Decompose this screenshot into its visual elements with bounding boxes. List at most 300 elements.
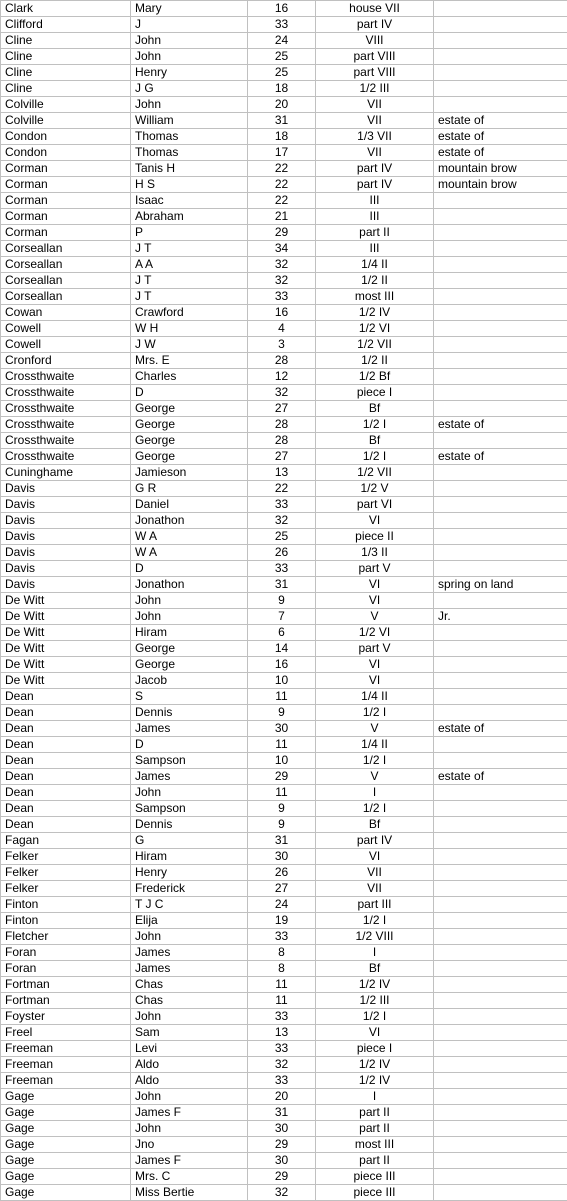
surname-cell: De Witt (1, 673, 131, 689)
table-row (1, 849, 567, 865)
given-name-cell: James (131, 945, 248, 961)
note-cell (434, 1121, 567, 1137)
concession-cell: most III (316, 289, 434, 305)
given-name-cell: James (131, 769, 248, 785)
concession-cell: VIII (316, 33, 434, 49)
given-name-cell: John (131, 593, 248, 609)
given-name-cell: Abraham (131, 209, 248, 225)
note-cell (434, 785, 567, 801)
table-row (1, 1073, 567, 1089)
note-cell (434, 961, 567, 977)
table-row (1, 257, 567, 273)
given-name-cell: D (131, 737, 248, 753)
concession-cell: 1/2 VI (316, 321, 434, 337)
concession-cell: III (316, 193, 434, 209)
concession-cell: Bf (316, 817, 434, 833)
given-name-cell: John (131, 97, 248, 113)
given-name-cell: Jno (131, 1137, 248, 1153)
surname-cell: De Witt (1, 609, 131, 625)
lot-cell: 8 (248, 961, 316, 977)
concession-cell: part V (316, 561, 434, 577)
given-name-cell: Aldo (131, 1073, 248, 1089)
note-cell: estate of (434, 417, 567, 433)
given-name-cell: Miss Bertie (131, 1185, 248, 1201)
table-row (1, 1153, 567, 1169)
concession-cell: I (316, 945, 434, 961)
concession-cell: 1/2 VIII (316, 929, 434, 945)
surname-cell: Gage (1, 1105, 131, 1121)
table-row (1, 321, 567, 337)
concession-cell: part IV (316, 17, 434, 33)
given-name-cell: W A (131, 529, 248, 545)
note-cell (434, 753, 567, 769)
given-name-cell: John (131, 1089, 248, 1105)
surname-cell: Felker (1, 849, 131, 865)
surname-cell: Crossthwaite (1, 369, 131, 385)
given-name-cell: Sam (131, 1025, 248, 1041)
table-row (1, 721, 567, 737)
lot-cell: 33 (248, 289, 316, 305)
table-row (1, 1137, 567, 1153)
concession-cell: piece I (316, 385, 434, 401)
lot-cell: 20 (248, 1089, 316, 1105)
given-name-cell: James F (131, 1153, 248, 1169)
note-cell (434, 1089, 567, 1105)
lot-cell: 9 (248, 593, 316, 609)
surname-cell: Dean (1, 721, 131, 737)
table-row (1, 273, 567, 289)
lot-cell: 16 (248, 657, 316, 673)
lot-cell: 3 (248, 337, 316, 353)
surname-cell: Corman (1, 161, 131, 177)
concession-cell: part VI (316, 497, 434, 513)
note-cell (434, 593, 567, 609)
surname-cell: Davis (1, 497, 131, 513)
surname-cell: Crossthwaite (1, 433, 131, 449)
given-name-cell: Jamieson (131, 465, 248, 481)
concession-cell: 1/2 II (316, 353, 434, 369)
note-cell (434, 1057, 567, 1073)
given-name-cell: J (131, 17, 248, 33)
table-row (1, 513, 567, 529)
surname-cell: Freeman (1, 1073, 131, 1089)
table-row (1, 657, 567, 673)
concession-cell: VII (316, 113, 434, 129)
note-cell (434, 1169, 567, 1185)
given-name-cell: Hiram (131, 625, 248, 641)
concession-cell: part III (316, 897, 434, 913)
given-name-cell: Isaac (131, 193, 248, 209)
concession-cell: 1/2 VI (316, 625, 434, 641)
note-cell (434, 657, 567, 673)
lot-cell: 25 (248, 65, 316, 81)
given-name-cell: James (131, 961, 248, 977)
table-row (1, 1185, 567, 1201)
given-name-cell: John (131, 1121, 248, 1137)
given-name-cell: J T (131, 241, 248, 257)
surname-cell: Davis (1, 529, 131, 545)
table-row (1, 609, 567, 625)
note-cell (434, 705, 567, 721)
lot-cell: 17 (248, 145, 316, 161)
concession-cell: VI (316, 1025, 434, 1041)
given-name-cell: Jacob (131, 673, 248, 689)
lot-cell: 33 (248, 497, 316, 513)
lot-cell: 33 (248, 1009, 316, 1025)
table-row (1, 369, 567, 385)
surname-cell: Corman (1, 193, 131, 209)
table-row (1, 929, 567, 945)
lot-cell: 28 (248, 417, 316, 433)
lot-cell: 32 (248, 385, 316, 401)
lot-cell: 31 (248, 113, 316, 129)
note-cell (434, 353, 567, 369)
surname-cell: Foran (1, 945, 131, 961)
given-name-cell: Elija (131, 913, 248, 929)
note-cell (434, 513, 567, 529)
table-row (1, 353, 567, 369)
concession-cell: 1/2 IV (316, 305, 434, 321)
table-row (1, 177, 567, 193)
surname-cell: Fortman (1, 993, 131, 1009)
table-row (1, 1089, 567, 1105)
concession-cell: 1/2 I (316, 1009, 434, 1025)
surname-cell: Gage (1, 1137, 131, 1153)
given-name-cell: H S (131, 177, 248, 193)
concession-cell: piece III (316, 1185, 434, 1201)
surname-cell: Corman (1, 209, 131, 225)
lot-cell: 30 (248, 721, 316, 737)
concession-cell: 1/2 VII (316, 337, 434, 353)
concession-cell: part II (316, 1153, 434, 1169)
lot-cell: 11 (248, 737, 316, 753)
table-row (1, 481, 567, 497)
note-cell (434, 257, 567, 273)
note-cell: Jr. (434, 609, 567, 625)
concession-cell: 1/2 IV (316, 977, 434, 993)
given-name-cell: Mrs. E (131, 353, 248, 369)
given-name-cell: J W (131, 337, 248, 353)
table-row (1, 705, 567, 721)
table-row (1, 289, 567, 305)
note-cell (434, 833, 567, 849)
given-name-cell: John (131, 1009, 248, 1025)
note-cell: estate of (434, 769, 567, 785)
surname-cell: Cuninghame (1, 465, 131, 481)
concession-cell: VII (316, 145, 434, 161)
note-cell (434, 17, 567, 33)
concession-cell: 1/2 III (316, 993, 434, 1009)
table-row (1, 465, 567, 481)
given-name-cell: George (131, 401, 248, 417)
lot-cell: 22 (248, 177, 316, 193)
table-row (1, 881, 567, 897)
surname-cell: Fortman (1, 977, 131, 993)
concession-cell: 1/3 II (316, 545, 434, 561)
given-name-cell: John (131, 33, 248, 49)
surname-cell: Dean (1, 705, 131, 721)
surname-cell: Freeman (1, 1057, 131, 1073)
given-name-cell: James (131, 721, 248, 737)
surname-cell: Gage (1, 1153, 131, 1169)
concession-cell: Bf (316, 401, 434, 417)
note-cell (434, 209, 567, 225)
concession-cell: piece II (316, 529, 434, 545)
concession-cell: 1/2 I (316, 417, 434, 433)
concession-cell: part IV (316, 161, 434, 177)
table-row (1, 561, 567, 577)
concession-cell: part VIII (316, 65, 434, 81)
note-cell (434, 1041, 567, 1057)
concession-cell: VI (316, 657, 434, 673)
note-cell (434, 801, 567, 817)
note-cell (434, 433, 567, 449)
table-row (1, 17, 567, 33)
lot-cell: 31 (248, 577, 316, 593)
concession-cell: VI (316, 577, 434, 593)
lot-cell: 33 (248, 929, 316, 945)
given-name-cell: George (131, 641, 248, 657)
given-name-cell: Thomas (131, 145, 248, 161)
lot-cell: 33 (248, 1073, 316, 1089)
lot-cell: 32 (248, 1057, 316, 1073)
concession-cell: 1/4 II (316, 689, 434, 705)
concession-cell: 1/2 VII (316, 465, 434, 481)
lot-cell: 29 (248, 1137, 316, 1153)
note-cell: estate of (434, 145, 567, 161)
concession-cell: VI (316, 673, 434, 689)
given-name-cell: S (131, 689, 248, 705)
surname-cell: De Witt (1, 593, 131, 609)
lot-cell: 8 (248, 945, 316, 961)
table-row (1, 769, 567, 785)
concession-cell: 1/2 I (316, 705, 434, 721)
table-row (1, 785, 567, 801)
lot-cell: 11 (248, 689, 316, 705)
note-cell (434, 49, 567, 65)
given-name-cell: D (131, 385, 248, 401)
table-row (1, 993, 567, 1009)
table-row (1, 497, 567, 513)
surname-cell: Dean (1, 753, 131, 769)
note-cell (434, 321, 567, 337)
concession-cell: 1/2 I (316, 449, 434, 465)
lot-cell: 7 (248, 609, 316, 625)
lot-cell: 27 (248, 449, 316, 465)
lot-cell: 21 (248, 209, 316, 225)
given-name-cell: John (131, 49, 248, 65)
note-cell: estate of (434, 113, 567, 129)
concession-cell: VII (316, 881, 434, 897)
surname-cell: Condon (1, 129, 131, 145)
lot-cell: 22 (248, 193, 316, 209)
given-name-cell: Dennis (131, 817, 248, 833)
surname-cell: Cronford (1, 353, 131, 369)
note-cell (434, 641, 567, 657)
surname-cell: Corman (1, 177, 131, 193)
note-cell (434, 897, 567, 913)
surname-cell: Fletcher (1, 929, 131, 945)
concession-cell: VI (316, 513, 434, 529)
table-row (1, 1025, 567, 1041)
given-name-cell: W H (131, 321, 248, 337)
given-name-cell: Jonathon (131, 513, 248, 529)
concession-cell: 1/2 I (316, 913, 434, 929)
surname-cell: Davis (1, 577, 131, 593)
note-cell (434, 1009, 567, 1025)
given-name-cell: Tanis H (131, 161, 248, 177)
note-cell (434, 81, 567, 97)
given-name-cell: Jonathon (131, 577, 248, 593)
note-cell (434, 1153, 567, 1169)
lot-cell: 13 (248, 1025, 316, 1041)
given-name-cell: Sampson (131, 801, 248, 817)
concession-cell: 1/2 IV (316, 1073, 434, 1089)
table-row (1, 1169, 567, 1185)
lot-cell: 28 (248, 353, 316, 369)
concession-cell: part V (316, 641, 434, 657)
lot-cell: 29 (248, 769, 316, 785)
concession-cell: I (316, 785, 434, 801)
given-name-cell: D (131, 561, 248, 577)
table-row (1, 1, 567, 17)
note-cell (434, 385, 567, 401)
surname-cell: Gage (1, 1185, 131, 1201)
lot-cell: 25 (248, 49, 316, 65)
lot-cell: 10 (248, 753, 316, 769)
surname-cell: Cline (1, 81, 131, 97)
table-row (1, 1057, 567, 1073)
lot-cell: 32 (248, 513, 316, 529)
lot-cell: 11 (248, 785, 316, 801)
surname-cell: Davis (1, 545, 131, 561)
concession-cell: part II (316, 1105, 434, 1121)
table-row (1, 1009, 567, 1025)
given-name-cell: George (131, 657, 248, 673)
surname-cell: De Witt (1, 641, 131, 657)
note-cell (434, 481, 567, 497)
lot-cell: 29 (248, 225, 316, 241)
surname-cell: Gage (1, 1121, 131, 1137)
lot-cell: 31 (248, 833, 316, 849)
surname-cell: Cowell (1, 321, 131, 337)
given-name-cell: Aldo (131, 1057, 248, 1073)
surname-cell: Colville (1, 97, 131, 113)
note-cell (434, 929, 567, 945)
lot-cell: 13 (248, 465, 316, 481)
note-cell (434, 673, 567, 689)
given-name-cell: Hiram (131, 849, 248, 865)
note-cell (434, 561, 567, 577)
surname-cell: Condon (1, 145, 131, 161)
note-cell (434, 993, 567, 1009)
concession-cell: Bf (316, 961, 434, 977)
note-cell (434, 497, 567, 513)
table-row (1, 113, 567, 129)
lot-cell: 12 (248, 369, 316, 385)
table-row (1, 1105, 567, 1121)
given-name-cell: G (131, 833, 248, 849)
table-row (1, 545, 567, 561)
lot-cell: 9 (248, 817, 316, 833)
lot-cell: 32 (248, 257, 316, 273)
surname-cell: Freel (1, 1025, 131, 1041)
table-row (1, 801, 567, 817)
table-row (1, 65, 567, 81)
concession-cell: house VII (316, 1, 434, 17)
concession-cell: 1/4 II (316, 737, 434, 753)
lot-cell: 9 (248, 801, 316, 817)
table-row (1, 305, 567, 321)
lot-cell: 16 (248, 1, 316, 17)
table-row (1, 1121, 567, 1137)
note-cell: mountain brow (434, 177, 567, 193)
concession-cell: 1/2 I (316, 801, 434, 817)
table-row (1, 417, 567, 433)
surname-cell: Clark (1, 1, 131, 17)
table-row (1, 225, 567, 241)
given-name-cell: John (131, 785, 248, 801)
table-row (1, 433, 567, 449)
concession-cell: III (316, 241, 434, 257)
surname-cell: Colville (1, 113, 131, 129)
concession-cell: 1/2 Bf (316, 369, 434, 385)
given-name-cell: J G (131, 81, 248, 97)
concession-cell: part VIII (316, 49, 434, 65)
given-name-cell: Mary (131, 1, 248, 17)
surname-cell: Dean (1, 817, 131, 833)
given-name-cell: Chas (131, 993, 248, 1009)
surname-cell: Cline (1, 65, 131, 81)
surname-cell: Fagan (1, 833, 131, 849)
surname-cell: Corseallan (1, 273, 131, 289)
note-cell (434, 1137, 567, 1153)
note-cell (434, 273, 567, 289)
table-row (1, 81, 567, 97)
concession-cell: I (316, 1089, 434, 1105)
given-name-cell: Crawford (131, 305, 248, 321)
concession-cell: part II (316, 225, 434, 241)
given-name-cell: Chas (131, 977, 248, 993)
lot-cell: 6 (248, 625, 316, 641)
lot-cell: 33 (248, 1041, 316, 1057)
lot-cell: 22 (248, 481, 316, 497)
given-name-cell: A A (131, 257, 248, 273)
concession-cell: Bf (316, 433, 434, 449)
given-name-cell: Daniel (131, 497, 248, 513)
note-cell (434, 1025, 567, 1041)
note-cell: mountain brow (434, 161, 567, 177)
note-cell: estate of (434, 721, 567, 737)
lot-cell: 11 (248, 993, 316, 1009)
surname-cell: Corseallan (1, 289, 131, 305)
table-row (1, 529, 567, 545)
note-cell (434, 465, 567, 481)
surname-cell: Dean (1, 785, 131, 801)
note-cell (434, 913, 567, 929)
given-name-cell: Henry (131, 65, 248, 81)
note-cell (434, 945, 567, 961)
note-cell: estate of (434, 129, 567, 145)
surname-cell: Cline (1, 49, 131, 65)
lot-cell: 24 (248, 897, 316, 913)
given-name-cell: J T (131, 273, 248, 289)
given-name-cell: John (131, 929, 248, 945)
table-row (1, 97, 567, 113)
note-cell (434, 337, 567, 353)
lot-cell: 29 (248, 1169, 316, 1185)
surname-cell: Finton (1, 897, 131, 913)
